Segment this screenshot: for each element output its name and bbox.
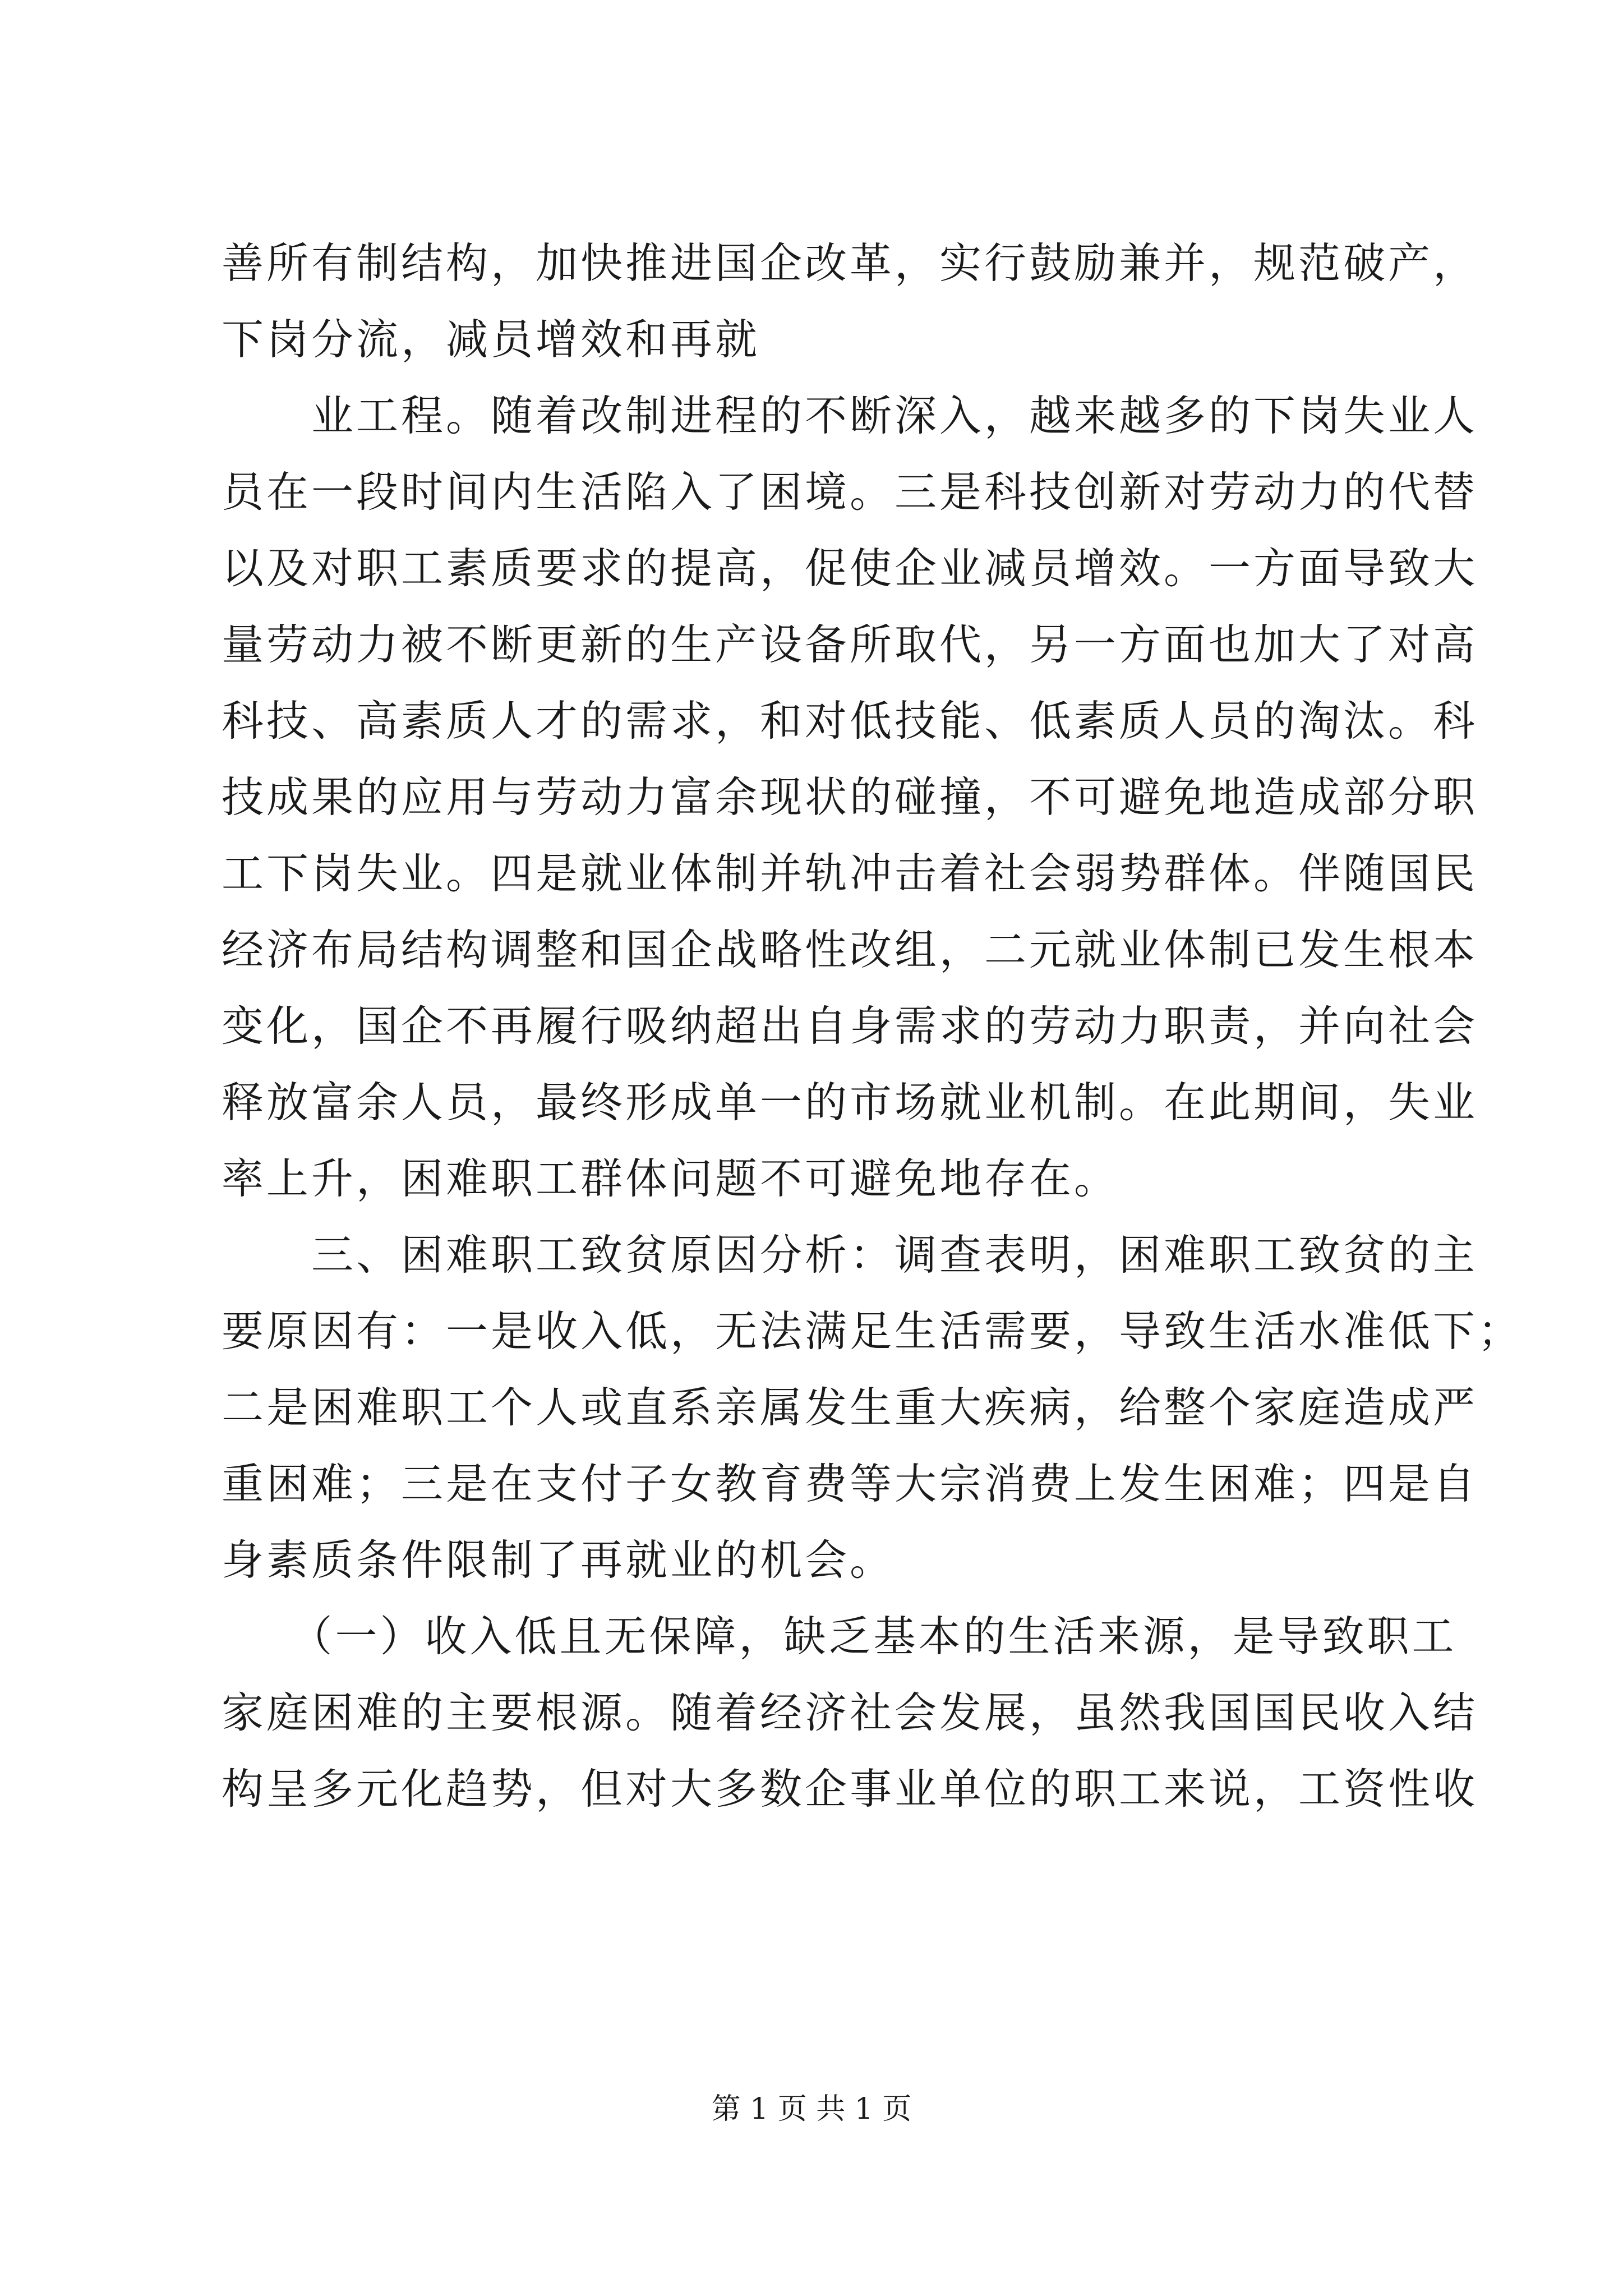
text-line: 业工程。随着改制进程的不断深入，越来越多的下岗失业人	[222, 391, 1478, 440]
text-line: （一）收入低且无保障，缺乏基本的生活来源，是导致职工	[222, 1612, 1457, 1661]
text-line: 变化，国企不再履行吸纳超出自身需求的劳动力职责，并向社会	[222, 1001, 1478, 1051]
text-line: 科技、高素质人才的需求，和对低技能、低素质人员的淘汰。科	[222, 696, 1478, 746]
text-line: 身素质条件限制了再就业的机会。	[222, 1535, 895, 1585]
text-line: 率上升，困难职工群体问题不可避免地存在。	[222, 1154, 1119, 1203]
text-line: 工下岗失业。四是就业体制并轨冲击着社会弱势群体。伴随国民	[222, 849, 1478, 898]
text-line: 善所有制结构，加快推进国企改革，实行鼓励兼并，规范破产，	[222, 238, 1478, 288]
text-line: 以及对职工素质要求的提高，促使企业减员增效。一方面导致大	[222, 544, 1478, 593]
text-line: 家庭困难的主要根源。随着经济社会发展，虽然我国国民收入结	[222, 1688, 1478, 1737]
text-line: 技成果的应用与劳动力富余现状的碰撞，不可避免地造成部分职	[222, 772, 1478, 822]
document-body	[222, 236, 1523, 1838]
page-footer: 第 1 页 共 1 页	[711, 2092, 912, 2126]
text-line: 量劳动力被不断更新的生产设备所取代，另一方面也加大了对高	[222, 620, 1478, 669]
text-line: 员在一段时间内生活陷入了困境。三是科技创新对劳动力的代替	[222, 467, 1478, 517]
text-line: 经济布局结构调整和国企战略性改组，二元就业体制已发生根本	[222, 925, 1478, 974]
text-line: 释放富余人员，最终形成单一的市场就业机制。在此期间，失业	[222, 1078, 1478, 1127]
text-line: 二是困难职工个人或直系亲属发生重大疾病，给整个家庭造成严	[222, 1383, 1478, 1432]
text-line: 构呈多元化趋势，但对大多数企事业单位的职工来说，工资性收	[222, 1764, 1478, 1814]
text-line: 下岗分流，减员增效和再就	[222, 315, 760, 364]
text-line: 重困难；三是在支付子女教育费等大宗消费上发生困难；四是自	[222, 1459, 1478, 1508]
text-line: 三、困难职工致贫原因分析：调查表明，困难职工致贫的主	[222, 1230, 1478, 1280]
text-line: 要原因有：一是收入低，无法满足生活需要，导致生活水准低下；	[222, 1306, 1523, 1356]
